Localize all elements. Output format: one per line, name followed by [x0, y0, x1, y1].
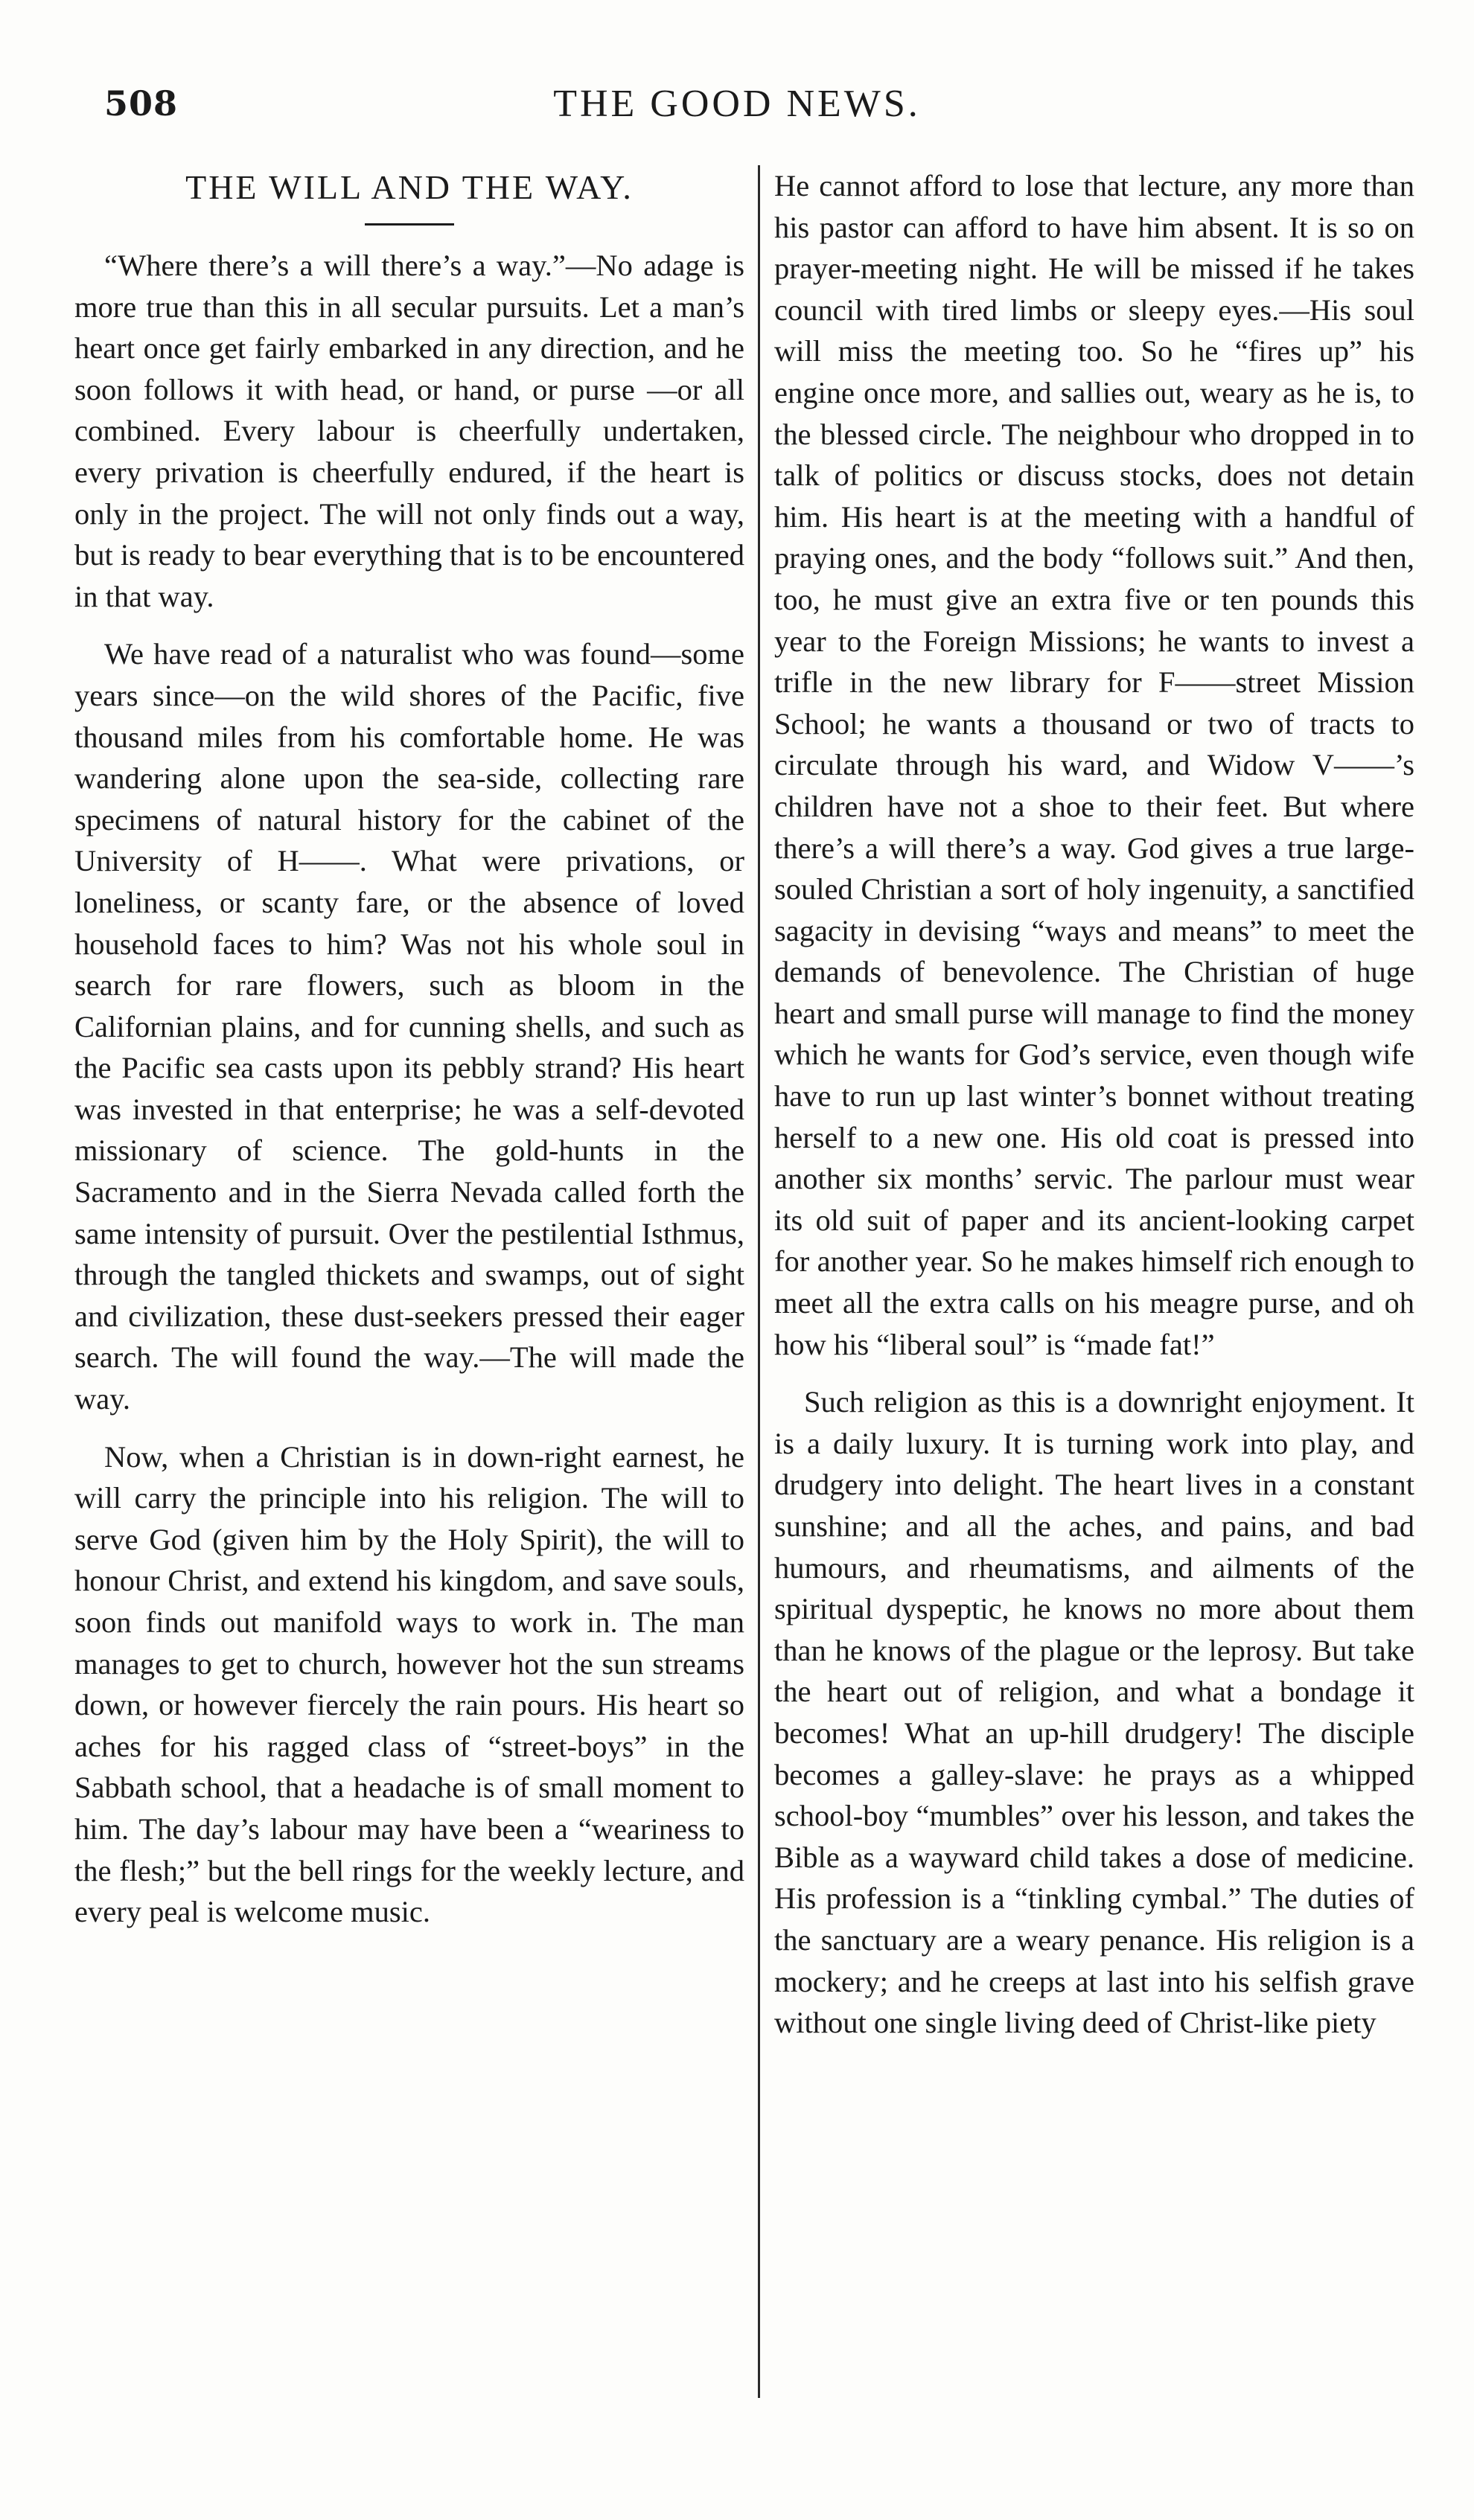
column-divider	[758, 165, 760, 2398]
paragraph-2: We have read of a naturalist who was found—some years since—on the wild shores of the Pacific, five thousand miles from his comfortable home. He was wandering alone upon the sea-side, collecting rare specimens of natural history for the cabinet of the University of H——. What were privations, or loneliness, or scanty fare, or the absence of loved household faces to him? Was not his whole soul in search for rare flowers, such as bloom in the Californian plains, and for cunning shells, and such as the Pacific sea casts upon its pebbly strand? His heart was invested in that enterprise; he was a self-devoted missionary of science. The gold-hunts in the Sacramento and in the Sierra Nevada called forth the same intensity of pursuit. Over the pestilential Isthmus, through the tangled thickets and swamps, out of sight and civilization, these dust-seekers pressed their eager search. The will found the way.—The will made the way.	[74, 637, 744, 1416]
title-rule	[365, 223, 454, 226]
column-right	[774, 165, 1414, 2044]
paragraph-1: “Where there’s a will there’s a way.”—No adage is more true than this in all secular pursuits. Let a man’s heart once get fairly embarked in any direction, and he soon follows it with head, or hand, or purse —or all combined. Every labour is cheerfully undertaken, every privation is cheerfully endured, if the heart is only in the project. The will not only finds out a way, but is ready to bear everything that is to be encountered in that way.	[74, 249, 744, 613]
running-head: THE GOOD NEWS.	[553, 83, 921, 125]
paragraph-4: He cannot afford to lose that lecture, any more than his pastor can afford to have him absent. It is so on prayer-meeting night. He will be missed if he takes council with tired limbs or sleepy eyes.—His soul will miss the meeting too. So he “fires up” his engine once more, and sallies out, weary as he is, to the blessed circle. The neighbour who dropped in to talk of politics or discuss stocks, does not detain him. His heart is at the meeting with a handful of praying ones, and the body “follows suit.” And then, too, he must give an extra five or ten pounds this year to the Foreign Missions; he wants to invest a trifle in the new library for F——street Mission School; he wants a thousand or two of tracts to circulate through his ward, and Widow V——’s children have not a shoe to their feet. But where there’s a will there’s a way. God gives a true large-souled Christian a sort of holy ingenuity, a sanctified sagacity in devising “ways and means” to meet the demands of benevolence. The Christian of huge heart and small purse will manage to find the money which he wants for God’s service, even though wife have to run up last winter’s bonnet without treating herself to a new one. His old coat is pressed into another six months’ servic. The parlour must wear its old suit of paper and its ancient-looking carpet for another year. So he makes himself rich enough to meet all the extra calls on his meagre purse, and oh how his “liberal soul” is “made fat!”	[774, 169, 1414, 1361]
column-left	[74, 165, 744, 1933]
paragraph-3: Now, when a Christian is in down-right earnest, he will carry the principle into his religion. The will to serve God (given him by the Holy Spirit), the will to honour Christ, and extend his kingdom, and save souls, soon finds out manifold ways to work in. The man manages to get to church, however hot the sun streams down, or however fiercely the rain pours. His heart so aches for his ragged class of “street-boys” in the Sabbath school, that a headache is of small moment to him. The day’s labour may have been a “weariness to the flesh;” but the bell rings for the weekly lecture, and every peal is welcome music.	[74, 1439, 744, 1929]
article-title: THE WILL AND THE WAY.	[185, 168, 634, 206]
page-number: 508	[104, 83, 179, 124]
paragraph-5: Such religion as this is a downright enjoyment. It is a daily luxury. It is turning work into play, and drudgery into delight. The heart lives in a constant sunshine; and all the aches, and pains, and bad humours, and rheumatisms, and ailments of the spiritual dyspeptic, he knows no more about them than he knows of the plague or the leprosy. But take the heart out of religion, and what a bondage it becomes! What an up-hill drudgery! The disciple becomes a galley-slave: he prays as a whipped school-boy “mumbles” over his lesson, and takes the Bible as a wayward child takes a dose of medicine. His profession is a “tinkling cymbal.” The duties of the sanctuary are a weary penance. His religion is a mockery; and he creeps at last into his selfish grave without one single living deed of Christ-like piety	[774, 1385, 1414, 2040]
